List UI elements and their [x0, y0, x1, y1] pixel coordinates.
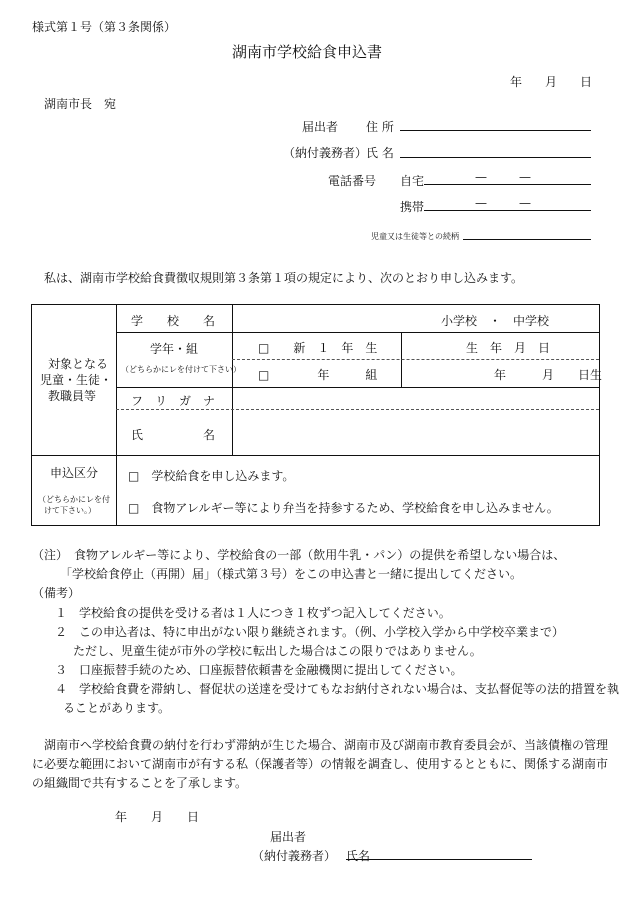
remark-item-4-cont: ることがあります。 — [63, 701, 171, 715]
mobile-phone-field[interactable] — [424, 210, 591, 211]
remark-item-2-cont: ただし、児童生徒が市外の学校に転出した場合はこの限りではありません。 — [73, 644, 482, 658]
mobile-phone-dash-2: — — [519, 196, 531, 210]
consent-line-3: の組織間で共有することを了承します。 — [32, 776, 248, 790]
page-title: 湖南市学校給食申込書 — [232, 43, 383, 61]
address-field[interactable] — [400, 130, 591, 131]
mobile-phone-label: 携帯 — [400, 200, 425, 214]
target-label-line-2: 児童・生徒・ — [40, 373, 113, 387]
footer-name-field[interactable] — [346, 859, 532, 860]
name-label: 氏 名 — [366, 146, 394, 160]
furigana-label: フ リ ガ ナ — [131, 394, 216, 408]
relation-field[interactable] — [463, 239, 591, 240]
category-label: 申込区分 — [50, 466, 99, 480]
note-line-2: 「学校給食停止（再開）届」（様式第３号）をこの申込書と一緒に提出してください。 — [60, 567, 523, 581]
home-phone-field[interactable] — [424, 184, 591, 185]
table-dotted-1 — [232, 359, 599, 360]
date-day: 日 — [580, 75, 593, 89]
table-vline-1 — [116, 304, 117, 526]
grade-label: 学年・組 — [150, 342, 199, 356]
table-vline-2 — [232, 304, 233, 455]
relation-label: 児童又は生徒等との続柄 — [371, 232, 459, 241]
table-hline-2 — [116, 387, 599, 388]
remark-item-2: ２ この申込者は、特に申出がない限り継続されます。（例、小学校入学から中学校卒業まで） — [55, 625, 565, 639]
note-line-1: （注） 食物アレルギー等により、学校給食の一部（飲用牛乳・パン）の提供を希望しない場合は、 — [32, 548, 566, 562]
category-note-line-2: けて下さい。） — [44, 506, 96, 515]
birth-value[interactable]: 年 月 日生 — [494, 368, 603, 382]
address-label: 住 所 — [366, 120, 394, 134]
home-phone-dash-1: — — [475, 170, 487, 184]
footer-date: 年 月 日 — [115, 810, 200, 824]
phone-label: 電話番号 — [328, 174, 377, 188]
consent-line-2: に必要な範囲において湖南市が有する私（保護者等）の情報を調査し、使用するとともに、関係する湖南市 — [32, 757, 609, 771]
form-id: 様式第１号（第３条関係） — [32, 20, 177, 34]
mobile-phone-dash-1: — — [475, 196, 487, 210]
target-label — [40, 356, 113, 404]
category-note — [38, 494, 110, 516]
table-hline-1 — [116, 332, 599, 333]
category-note-line-1: （どちらかにレを付 — [38, 495, 110, 504]
school-value[interactable]: 小学校 ・ 中学校 — [441, 314, 550, 328]
remark-item-4: ４ 学校給食費を滞納し、督促状の送達を受けてもなお納付されない場合は、支払督促等の法的措置を執 — [55, 682, 620, 696]
home-phone-dash-2: — — [519, 170, 531, 184]
remark-item-3: ３ 口座振替手続のため、口座振替依頼書を金融機関に提出してください。 — [55, 663, 463, 677]
target-label-line-1: 対象となる — [48, 357, 109, 371]
student-name-label: 氏 名 — [131, 428, 216, 442]
table-dotted-2 — [116, 409, 599, 410]
category-option-decline[interactable]: □ 食物アレルギー等により弁当を持参するため、学校給食を申し込みません。 — [128, 501, 559, 515]
consent-line-1: 湖南市へ学校給食費の納付を行わず滞納が生じた場合、湖南市及び湖南市教育委員会が、当該債権の管理 — [32, 738, 609, 752]
applicant-label: 届出者 — [302, 120, 339, 134]
birth-label: 生 年 月 日 — [466, 341, 551, 355]
grade-option-new-first-year[interactable]: □ 新 １ 年 生 — [258, 341, 378, 355]
footer-name-label: 氏名 — [346, 849, 371, 863]
intro-text: 私は、湖南市学校給食費徴収規則第３条第１項の規定により、次のとおり申し込みます。 — [44, 271, 524, 285]
footer-payer-label: （納付義務者） — [252, 849, 337, 863]
footer-applicant-label: 届出者 — [270, 830, 307, 844]
home-phone-label: 自宅 — [400, 174, 425, 188]
date-month: 月 — [545, 75, 558, 89]
remark-item-1: １ 学校給食の提供を受ける者は１人につき１枚ずつ記入してください。 — [55, 606, 451, 620]
date-year: 年 — [510, 75, 523, 89]
table-hline-3 — [31, 455, 599, 456]
category-option-apply[interactable]: □ 学校給食を申し込みます。 — [128, 469, 295, 483]
remarks-title: （備考） — [32, 586, 81, 600]
payer-label: （納付義務者） — [283, 146, 368, 160]
grade-option-year-class[interactable]: □ 年 組 — [258, 368, 378, 382]
school-label: 学 校 名 — [131, 314, 216, 328]
addressee: 湖南市長 宛 — [44, 97, 117, 111]
target-label-line-3: 教職員等 — [48, 389, 97, 403]
name-field[interactable] — [400, 157, 591, 158]
grade-note: （どちらかにレを付けて下さい） — [121, 365, 241, 374]
